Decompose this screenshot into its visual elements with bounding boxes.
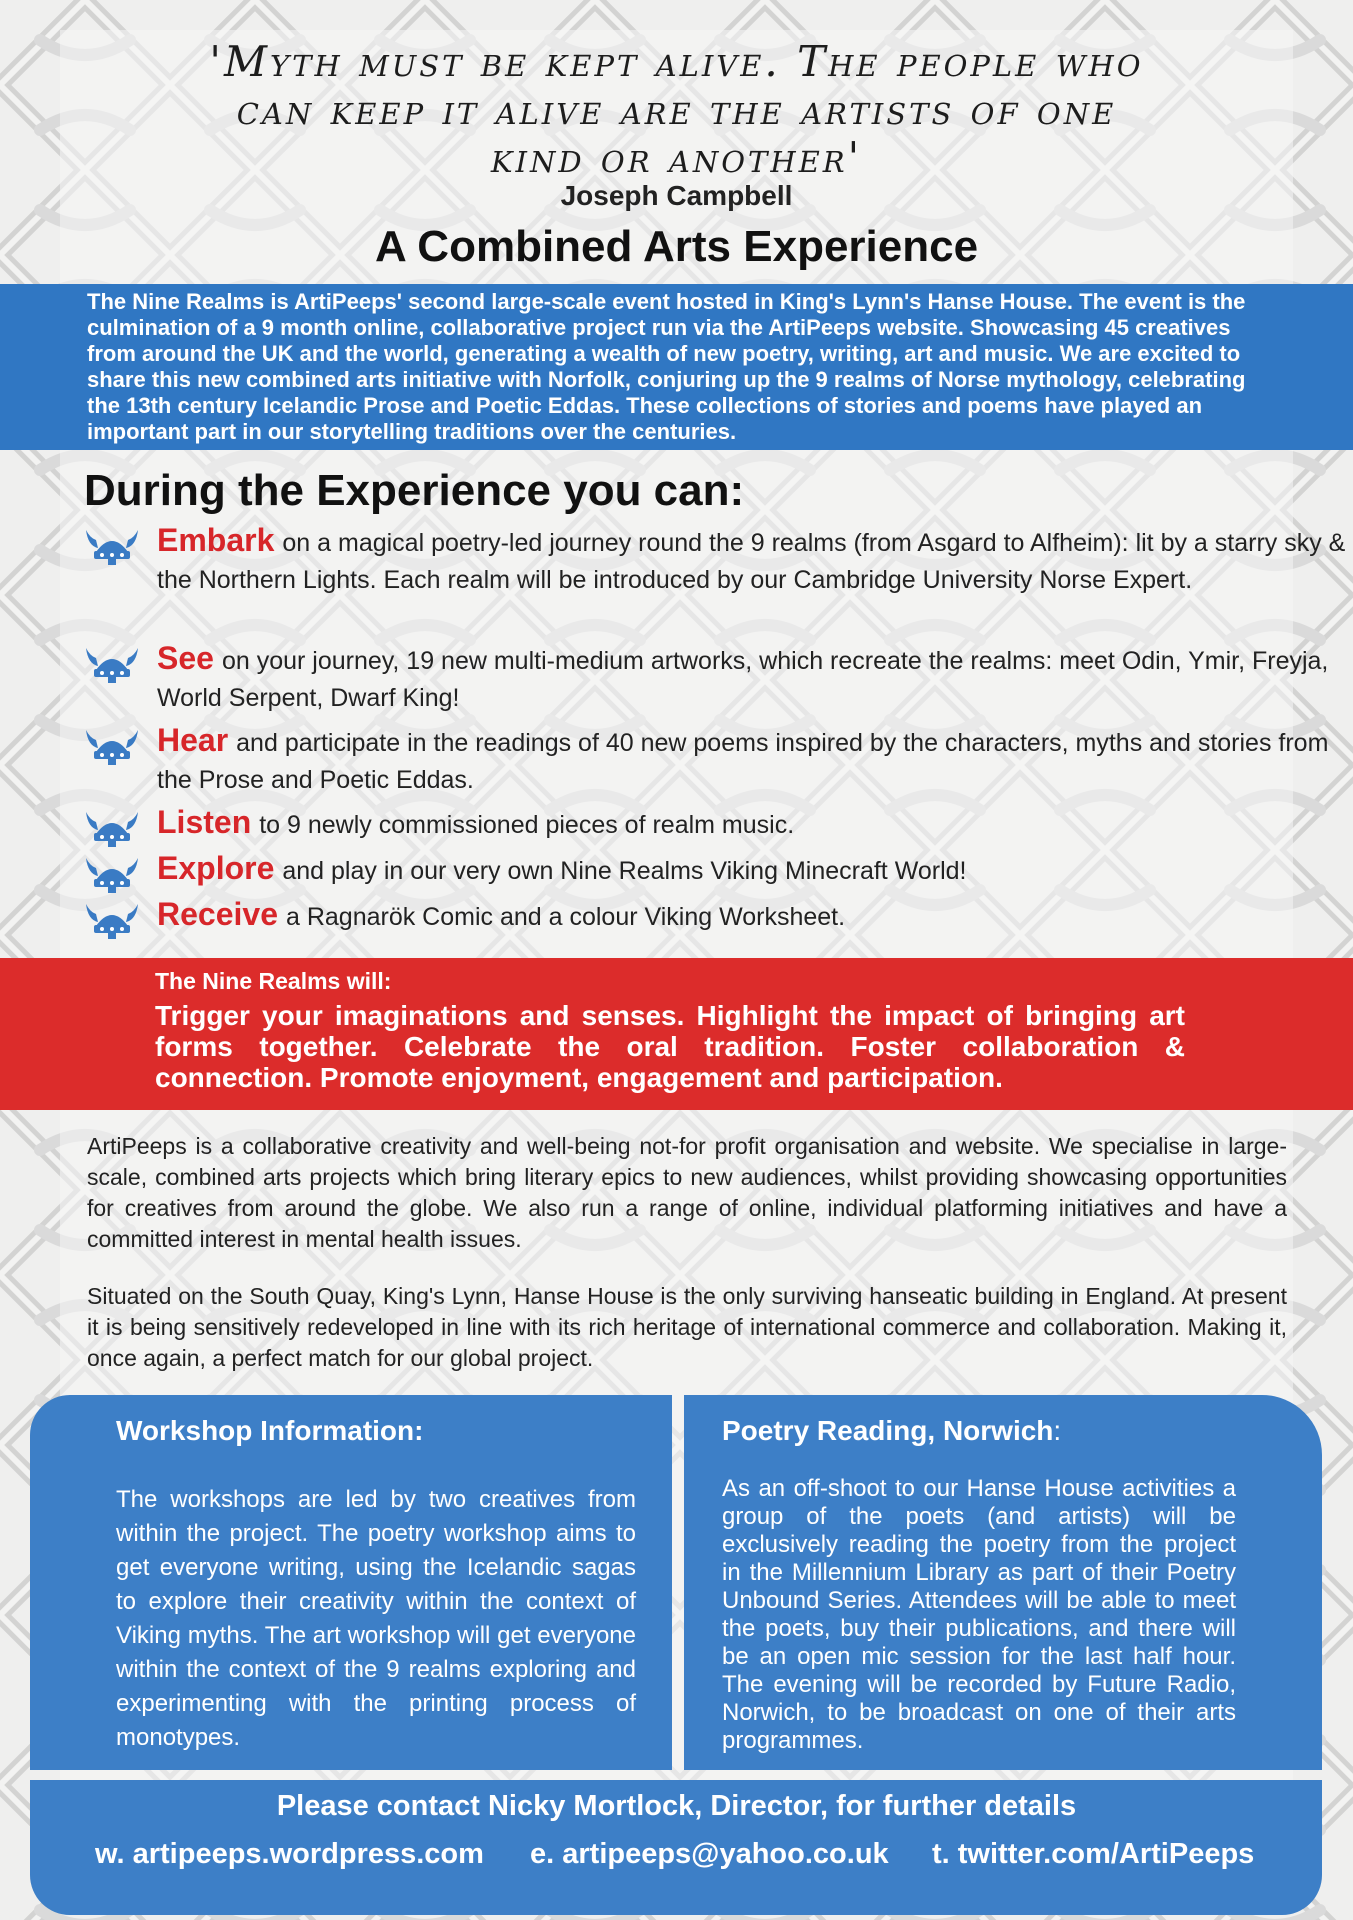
quote-line-2: can keep it alive are the artists of one (236, 85, 1117, 134)
poetry-title-suffix: : (1053, 1415, 1062, 1446)
poetry-title (722, 1415, 1061, 1447)
workshop-body: The workshops are led by two creatives from within the project. The poetry workshop aims to get everyone writing, using the Icelandic sagas to explore their creativity within the context of Viking myths. The art workshop will get everyone within the context of the 9 realms exploring and experimenting with the printing process of monotypes. (116, 1486, 636, 1751)
activity-verb: Explore (157, 850, 275, 886)
poetry-title-text: Poetry Reading, Norwich (722, 1415, 1054, 1446)
during-title: During the Experience you can: (84, 466, 745, 515)
nine-realms-body: Trigger your imaginations and senses. Highlight the impact of bringing art forms together. Celebrate the oral tradition. Foster collaboration & connection. Promote enjoyment, engagement and participation. (155, 1000, 1185, 1093)
poetry-card (684, 1395, 1322, 1770)
quote-line-3: kind or another' (490, 133, 863, 182)
poetry-body: As an off-shoot to our Hanse House activities a group of the poets (and artists) will be exclusively reading the poetry from the project in the Millennium Library as part of their Poetry Unbound Series. Attendees will be able to meet the poets, buy their publications, and there will be an open mic session for the last half hour. The evening will be recorded by Future Radio, Norwich, to be broadcast on one of their arts programmes. (722, 1475, 1236, 1754)
activity-text: on a magical poetry-led journey round the 9 realms (from Asgard to Alfheim): lit by a starry sky & the Northern Lights. Each realm will be introduced by our Cambridge University Norse Expert. (157, 529, 1346, 594)
activity-verb: See (157, 640, 214, 676)
workshop-card (30, 1395, 672, 1770)
viking-helmet-icon (84, 526, 140, 566)
viking-helmet-icon (84, 808, 140, 848)
contact-email[interactable]: e. artipeeps@yahoo.co.uk (530, 1838, 889, 1870)
venue-paragraph: Situated on the South Quay, King's Lynn, Hanse House is the only surviving hanseatic building in England. At present it is being sensitively redeveloped in line with its rich heritage of international commerce and collaboration. Making it, once again, a perfect match for our global project. (87, 1283, 1287, 1371)
intro-paragraph: The Nine Realms is ArtiPeeps' second large-scale event hosted in King's Lynn's Hanse House. The event is the culmination of a 9 month online, collaborative project run via the ArtiPeeps website. Showcasing 45 creatives from around the UK and the world, generating a wealth of new poetry, writing, art and music. We are excited to share this new combined arts initiative with Norfolk, conjuring up the 9 realms of Norse mythology, celebrating the 13th century Icelandic Prose and Poetic Eddas. These collections of stories and poems have played an important part in our storytelling traditions over the centuries. (87, 289, 1246, 444)
viking-helmet-icon (84, 900, 140, 940)
experience-title: A Combined Arts Experience (374, 222, 979, 271)
contact-website[interactable]: w. artipeeps.wordpress.com (95, 1838, 484, 1870)
quote (60, 38, 1293, 182)
viking-helmet-icon (84, 726, 140, 766)
contact-twitter[interactable]: t. twitter.com/ArtiPeeps (932, 1838, 1255, 1870)
quote-line-1: 'Myth must be kept alive. The people who (209, 37, 1144, 86)
activity-text: a Ragnarök Comic and a colour Viking Worksheet. (285, 903, 846, 931)
activity-text: on your journey, 19 new multi-medium artworks, which recreate the realms: meet Odin, Ymir, Freyja, World Serpent, Dwarf King! (157, 647, 1329, 712)
viking-helmet-icon (84, 644, 140, 684)
about-paragraph: ArtiPeeps is a collaborative creativity and well-being not-for profit organisation and website. We specialise in large-scale, combined arts projects which bring literary epics to new audiences, whilst providing showcasing opportunities for creatives from around the globe. We also run a range of online, individual platforming initiatives and have a committed interest in mental health issues. (87, 1133, 1287, 1252)
contact-line: Please contact Nicky Mortlock, Director, for further details (276, 1790, 1077, 1822)
activity-verb: Hear (157, 722, 229, 758)
activity-text: and participate in the readings of 40 new poems inspired by the characters, myths and stories from the Prose and Poetic Eddas. (157, 729, 1329, 794)
activity-text: to 9 newly commissioned pieces of realm music. (259, 811, 795, 839)
nine-realms-title: The Nine Realms will: (155, 968, 392, 994)
activity-verb: Receive (157, 896, 278, 932)
activity-verb: Listen (157, 804, 252, 840)
viking-helmet-icon (84, 854, 140, 894)
activity-verb: Embark (157, 522, 275, 558)
activity-text: and play in our very own Nine Realms Viking Minecraft World! (282, 857, 967, 885)
workshop-title: Workshop Information: (116, 1415, 424, 1446)
quote-author: Joseph Campbell (560, 180, 793, 211)
